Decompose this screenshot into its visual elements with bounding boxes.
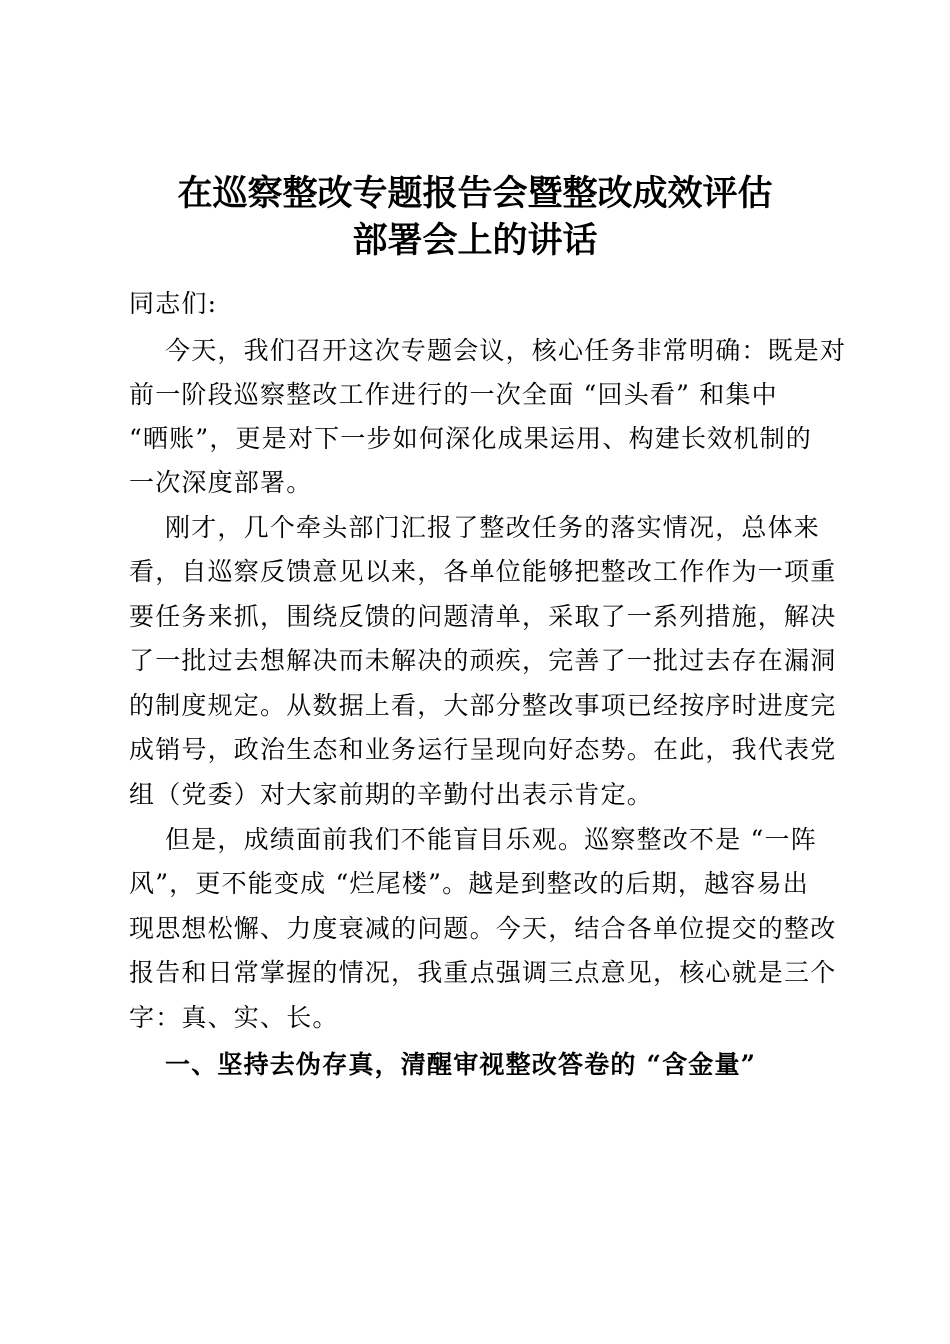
paragraph-2-line: 了一批过去想解决而未解决的顽疾，完善了一批过去存在漏洞 bbox=[129, 646, 837, 675]
paragraph-1-line: 前一阶段巡察整改工作进行的一次全面 “回头看” 和集中 bbox=[129, 380, 778, 409]
paragraph-1-line: 今天，我们召开这次专题会议，核心任务非常明确：既是对 bbox=[165, 336, 847, 365]
salutation: 同志们: bbox=[129, 289, 218, 318]
document-title-line-1: 在巡察整改专题报告会暨整改成效评估 bbox=[177, 173, 773, 214]
paragraph-3-line: 但是，成绩面前我们不能盲目乐观。巡察整改不是 “一阵 bbox=[165, 825, 817, 854]
paragraph-3-line: 字：真、实、长。 bbox=[129, 1003, 339, 1032]
paragraph-1-line: 一次深度部署。 bbox=[129, 468, 313, 497]
section-heading: 一、坚持去伪存真，清醒审视整改答卷的 “含金量” bbox=[165, 1050, 757, 1079]
paragraph-2-line: 成销号，政治生态和业务运行呈现向好态势。在此，我代表党 bbox=[129, 735, 837, 764]
paragraph-3-line: 报告和日常掌握的情况，我重点强调三点意见，核心就是三个 bbox=[129, 958, 837, 987]
paragraph-3-line: 风”，更不能变成 “烂尾楼”。越是到整改的后期，越容易出 bbox=[129, 869, 809, 898]
paragraph-2-line: 刚才，几个牵头部门汇报了整改任务的落实情况，总体来 bbox=[165, 513, 821, 542]
paragraph-3-line: 现思想松懈、力度衰减的问题。今天，结合各单位提交的整改 bbox=[129, 914, 837, 943]
paragraph-2-line: 的制度规定。从数据上看，大部分整改事项已经按序时进度完 bbox=[129, 691, 837, 720]
paragraph-1-line: “晒账”，更是对下一步如何深化成果运用、构建长效机制的 bbox=[129, 424, 812, 453]
paragraph-2-line: 组（党委）对大家前期的辛勤付出表示肯定。 bbox=[129, 780, 654, 809]
paragraph-2-line: 看，自巡察反馈意见以来，各单位能够把整改工作作为一项重 bbox=[129, 557, 837, 586]
paragraph-2-line: 要任务来抓，围绕反馈的问题清单，采取了一系列措施，解决 bbox=[129, 602, 837, 631]
document-title-line-2: 部署会上的讲话 bbox=[352, 220, 598, 261]
